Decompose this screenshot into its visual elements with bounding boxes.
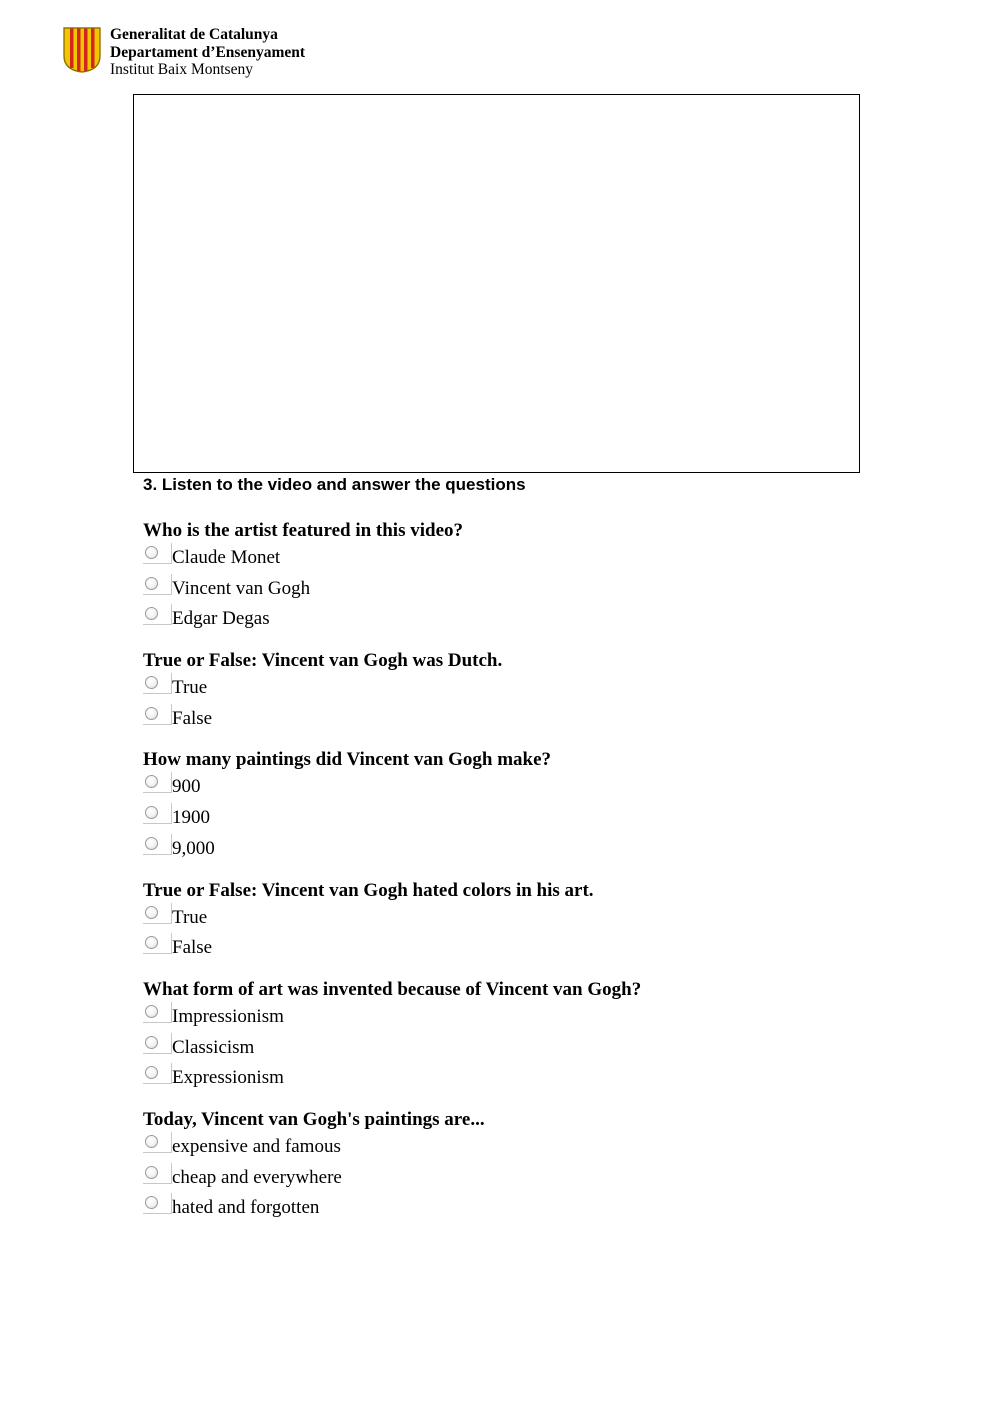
header-line-2: Departament d’Ensenyament [110, 43, 306, 61]
question-text: What form of art was invented because of Vincent van Gogh? [143, 978, 642, 1000]
option-underline [143, 724, 172, 725]
question-text: How many paintings did Vincent van Gogh make? [143, 749, 552, 771]
option-underline [143, 1213, 172, 1214]
question-2 [143, 649, 863, 734]
option-underline [143, 1083, 172, 1084]
radio-button[interactable] [145, 936, 158, 949]
option-underline [143, 823, 172, 824]
question-text: Who is the artist featured in this video? [143, 520, 464, 541]
option-label: Classicism [172, 1036, 255, 1058]
radio-button[interactable] [145, 1196, 158, 1209]
option-label: expensive and famous [172, 1135, 341, 1157]
radio-button[interactable] [145, 707, 158, 720]
radio-button[interactable] [145, 1135, 158, 1148]
option-underline [143, 624, 172, 625]
radio-button[interactable] [145, 906, 158, 919]
question-4 [143, 879, 863, 964]
answer-option[interactable] [143, 604, 863, 635]
header-line-1: Generalitat de Catalunya [110, 26, 278, 43]
option-label: Impressionism [172, 1005, 284, 1027]
option-label: Expressionism [172, 1067, 284, 1089]
option-underline [143, 594, 172, 595]
radio-button[interactable] [145, 577, 158, 590]
option-label: 9,000 [172, 837, 215, 859]
option-label: hated and forgotten [172, 1197, 320, 1219]
option-underline [143, 953, 172, 954]
radio-button[interactable] [145, 1005, 158, 1018]
option-underline [143, 1183, 172, 1184]
question-text: True or False: Vincent van Gogh hated colors in his art. [143, 879, 594, 901]
option-underline [143, 693, 172, 694]
answer-option[interactable] [143, 1063, 863, 1094]
answer-option[interactable] [143, 1132, 863, 1163]
option-underline [143, 1053, 172, 1054]
question-1 [143, 519, 863, 635]
answer-option[interactable] [143, 803, 863, 834]
option-label: Edgar Degas [172, 608, 270, 630]
radio-button[interactable] [145, 1066, 158, 1079]
catalonia-shield-logo [62, 26, 102, 74]
option-underline [143, 792, 172, 793]
answer-option[interactable] [143, 834, 863, 865]
answer-option[interactable] [143, 574, 863, 605]
question-6 [143, 1108, 863, 1224]
question-5 [143, 978, 863, 1094]
radio-button[interactable] [145, 1166, 158, 1179]
radio-button[interactable] [145, 607, 158, 620]
option-underline [143, 854, 172, 855]
quiz [143, 519, 863, 1238]
option-label: True [172, 677, 208, 699]
option-underline [143, 1152, 172, 1153]
option-label: True [172, 906, 208, 928]
option-label: False [172, 707, 213, 729]
option-underline [143, 923, 172, 924]
answer-option[interactable] [143, 772, 863, 803]
video-player[interactable] [133, 94, 860, 473]
radio-button[interactable] [145, 837, 158, 850]
option-label: Claude Monet [172, 547, 281, 568]
option-label: cheap and everywhere [172, 1166, 342, 1188]
option-label: 1900 [172, 807, 210, 829]
question-text: Today, Vincent van Gogh's paintings are... [143, 1108, 485, 1130]
radio-button[interactable] [145, 546, 158, 559]
radio-button[interactable] [145, 775, 158, 788]
option-underline [143, 563, 172, 564]
answer-option[interactable] [143, 903, 863, 934]
section-title: 3. Listen to the video and answer the questions [143, 475, 526, 494]
answer-option[interactable] [143, 1163, 863, 1194]
answer-option[interactable] [143, 933, 863, 964]
option-label: False [172, 937, 213, 959]
answer-option[interactable] [143, 543, 863, 574]
question-3 [143, 748, 863, 864]
answer-option[interactable] [143, 1193, 863, 1224]
option-label: 900 [172, 776, 201, 798]
answer-option[interactable] [143, 1002, 863, 1033]
answer-option[interactable] [143, 704, 863, 735]
radio-button[interactable] [145, 806, 158, 819]
answer-option[interactable] [143, 1033, 863, 1064]
question-text: True or False: Vincent van Gogh was Dutch. [143, 650, 503, 672]
radio-button[interactable] [145, 676, 158, 689]
radio-button[interactable] [145, 1036, 158, 1049]
header-line-3: Institut Baix Montseny [110, 61, 253, 78]
option-underline [143, 1022, 172, 1023]
answer-option[interactable] [143, 673, 863, 704]
option-label: Vincent van Gogh [172, 577, 311, 599]
